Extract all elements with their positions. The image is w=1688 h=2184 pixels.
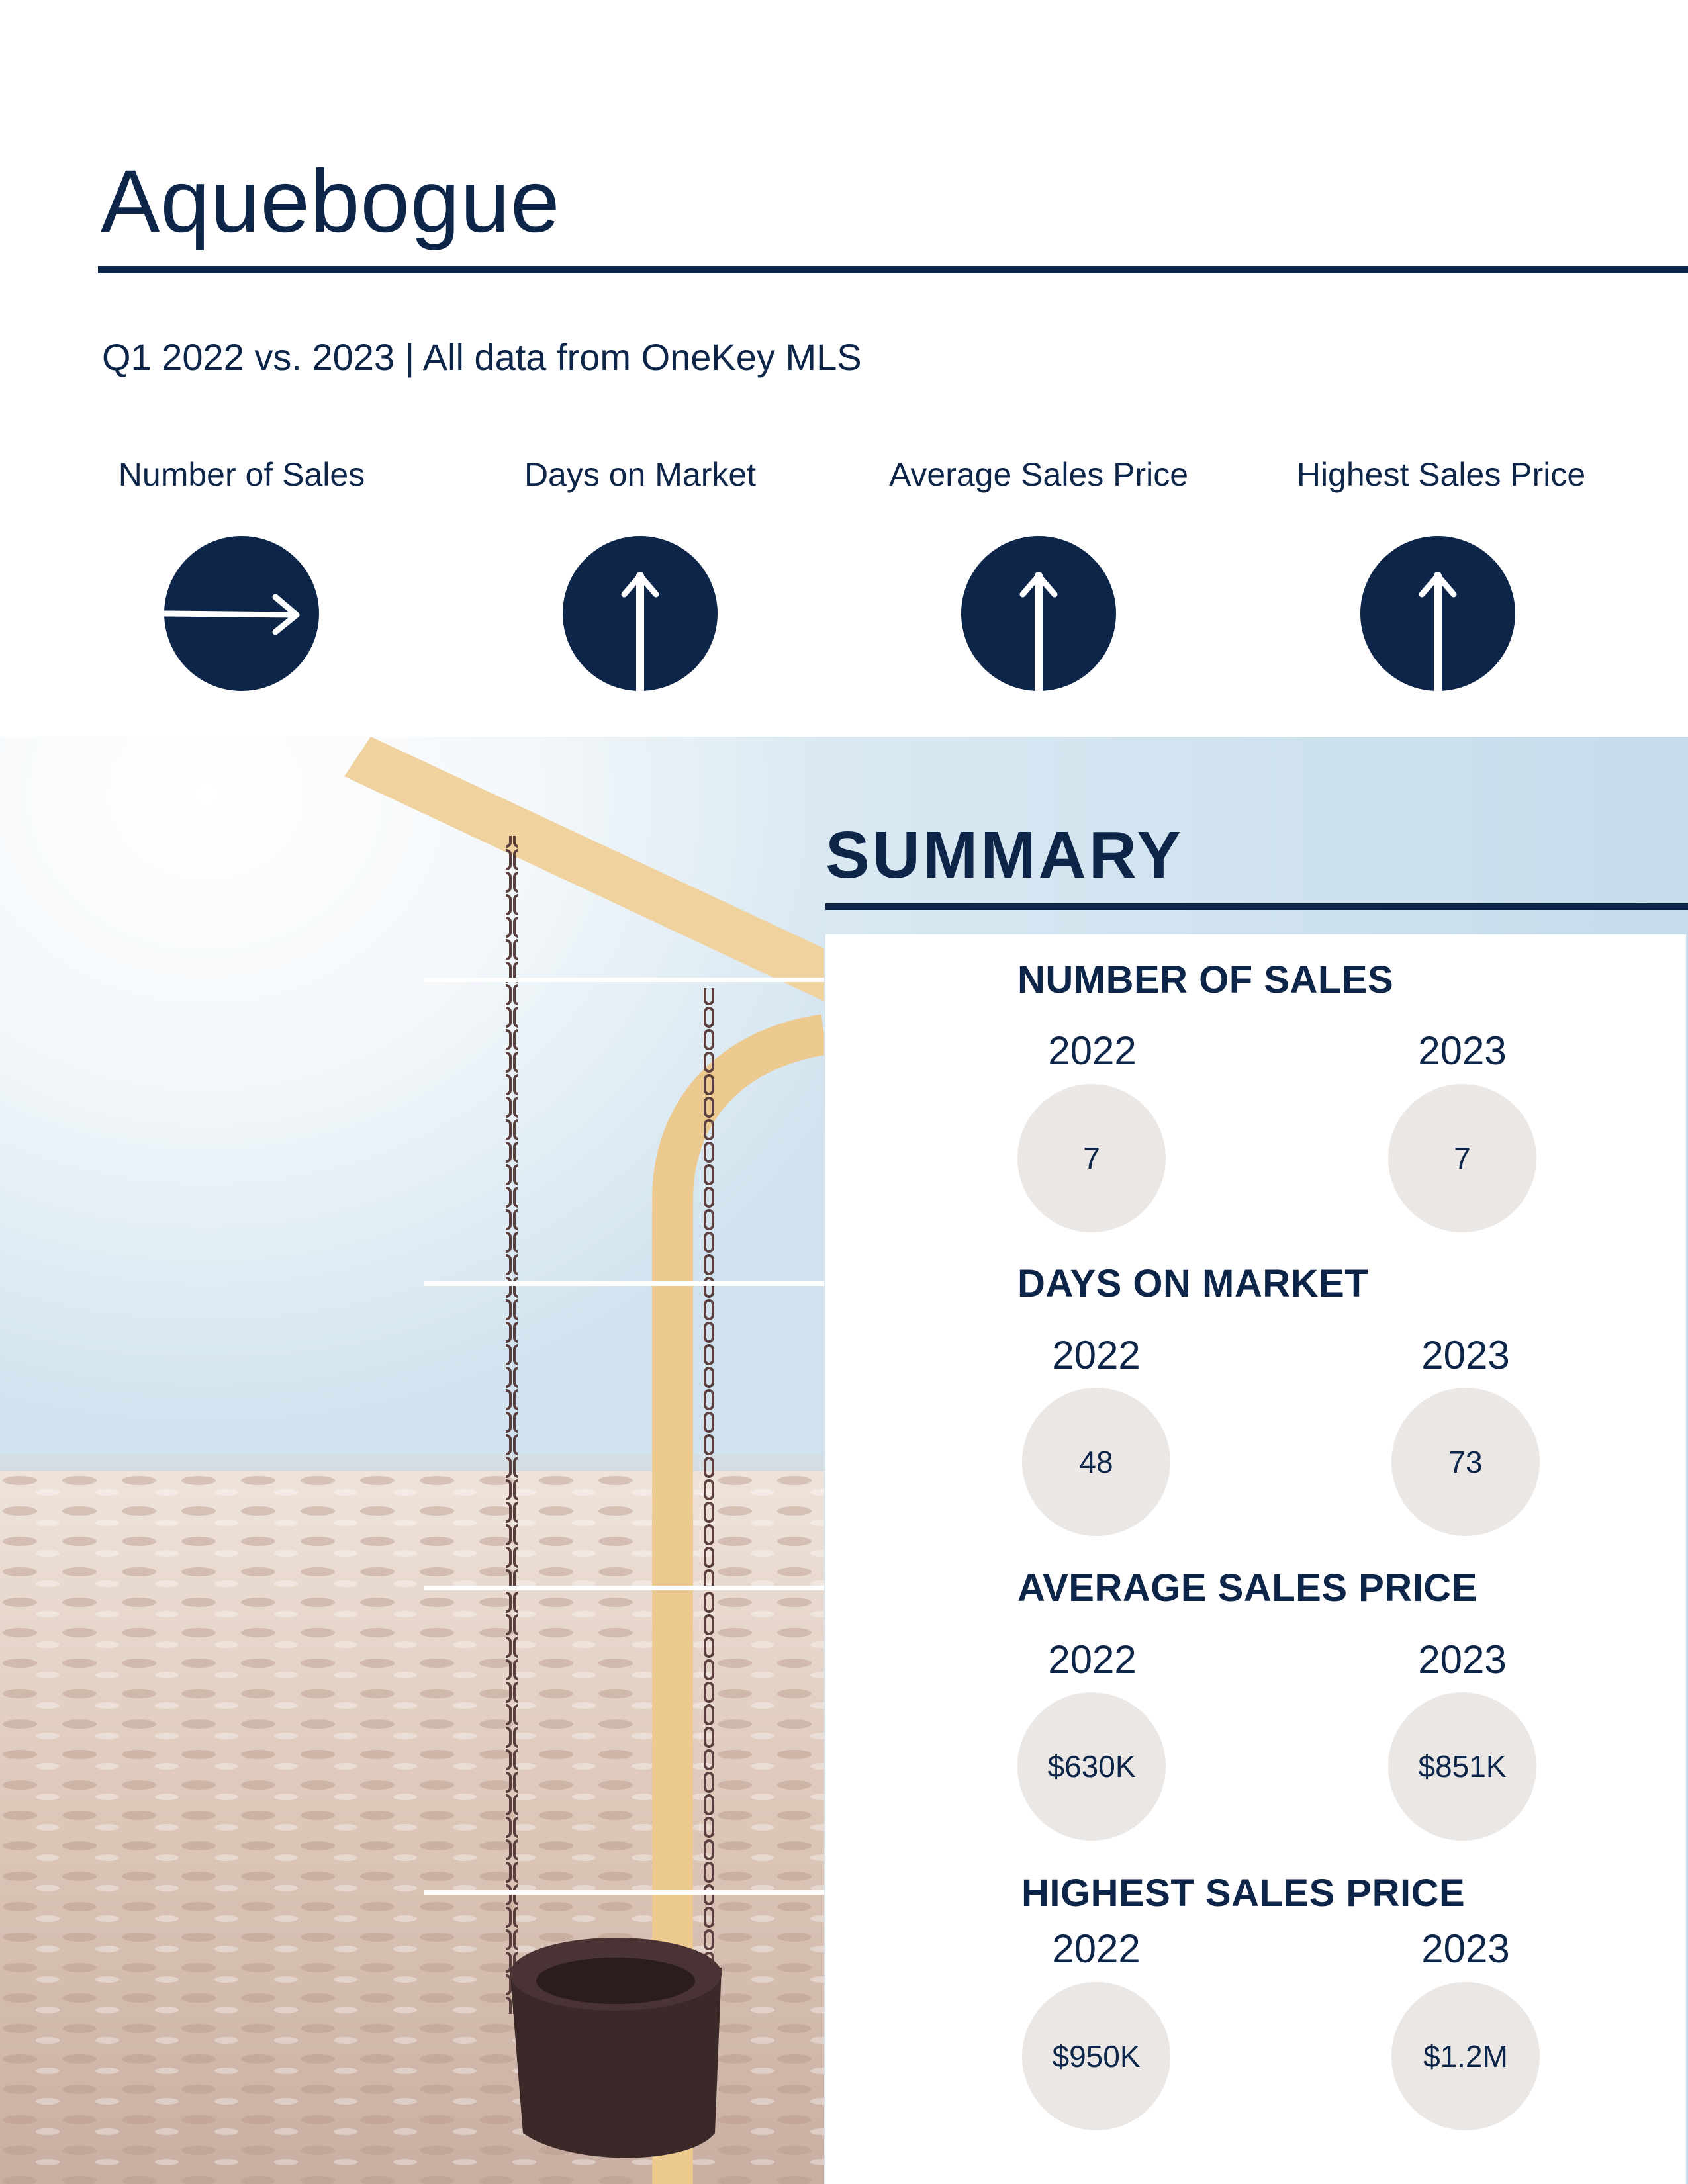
value-2023-highest-sales-price: $1.2M	[1391, 1982, 1540, 2130]
year-label-2023: 2023	[1421, 1333, 1510, 1377]
year-label-2023: 2023	[1418, 1637, 1507, 1682]
year-label-2023: 2023	[1418, 1028, 1507, 1073]
arrow-up-icon	[1360, 536, 1515, 691]
value-2023-days-on-market: 73	[1391, 1388, 1540, 1536]
year-label-2022: 2022	[1048, 1028, 1137, 1073]
metric-label-days-on-market: Days on Market	[524, 456, 757, 493]
value-2022-days-on-market: 48	[1022, 1388, 1170, 1536]
section-title-average-sales-price: AVERAGE SALES PRICE	[1017, 1567, 1477, 1610]
value-2022-highest-sales-price: $950K	[1022, 1982, 1170, 2130]
year-label-2022: 2022	[1052, 1333, 1141, 1377]
value-2022-average-sales-price: $630K	[1017, 1692, 1166, 1841]
arrow-up-icon	[563, 536, 718, 691]
beach-swing-photo	[0, 737, 824, 2184]
summary-divider	[825, 903, 1688, 910]
year-label-2022: 2022	[1052, 1927, 1141, 1971]
value-2023-average-sales-price: $851K	[1388, 1692, 1536, 1841]
value-2023-number-of-sales: 7	[1388, 1084, 1536, 1232]
page-subtitle: Q1 2022 vs. 2023 | All data from OneKey MLS	[102, 336, 862, 378]
title-divider	[98, 266, 1688, 273]
arrow-up-icon	[961, 536, 1116, 691]
metric-label-number-of-sales: Number of Sales	[118, 456, 365, 493]
summary-panel	[825, 934, 1686, 2184]
section-title-number-of-sales: NUMBER OF SALES	[1017, 958, 1394, 1001]
arrow-right-icon	[164, 536, 319, 691]
value-2022-number-of-sales: 7	[1017, 1084, 1166, 1232]
section-title-days-on-market: DAYS ON MARKET	[1017, 1262, 1369, 1305]
page-title: Aquebogue	[101, 152, 561, 251]
summary-title: SUMMARY	[825, 818, 1184, 892]
year-label-2023: 2023	[1421, 1927, 1510, 1971]
year-label-2022: 2022	[1048, 1637, 1137, 1682]
section-title-highest-sales-price: HIGHEST SALES PRICE	[1021, 1872, 1466, 1915]
metric-label-highest-sales-price: Highest Sales Price	[1296, 456, 1586, 493]
metric-label-average-sales-price: Average Sales Price	[888, 456, 1189, 493]
